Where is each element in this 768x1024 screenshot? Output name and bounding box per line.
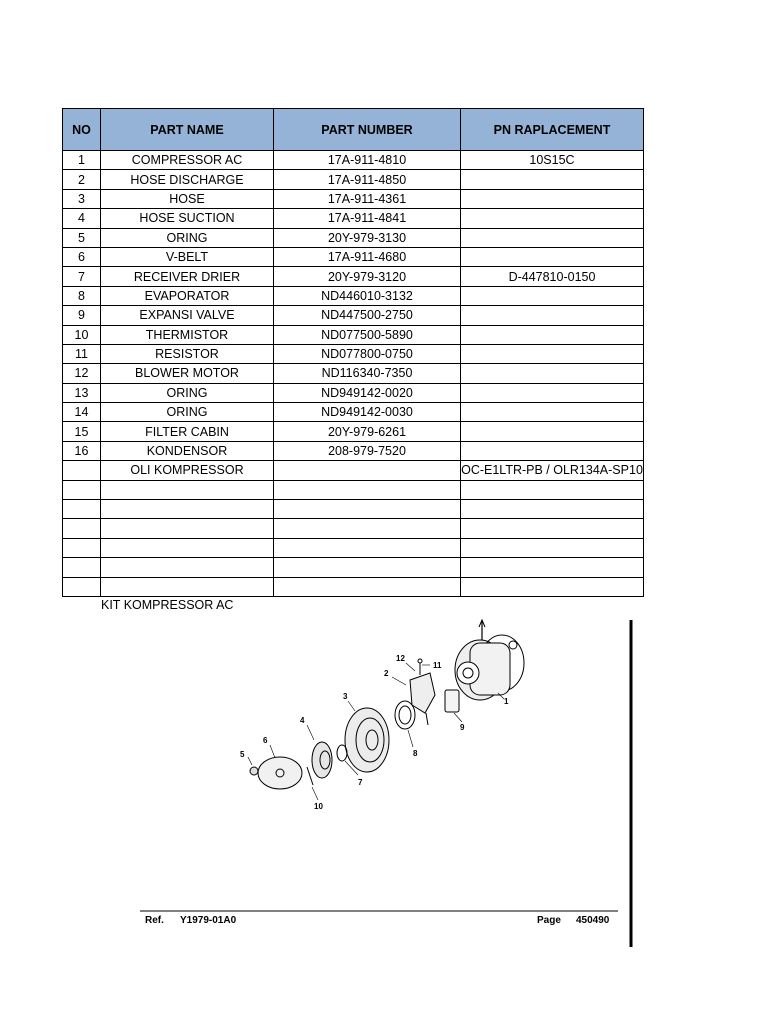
- bolt-11-part: [418, 659, 422, 675]
- ring-part: [395, 701, 415, 729]
- cell-pn-replacement: [461, 383, 644, 402]
- table-row: [63, 267, 644, 286]
- cell-part-number: ND446010-3132: [274, 286, 461, 305]
- cell-part-number: [274, 461, 461, 480]
- cell-part-number: ND447500-2750: [274, 306, 461, 325]
- cell-no: 2: [63, 170, 101, 189]
- cell-no: [63, 519, 101, 538]
- cell-part-name: ORING: [101, 403, 274, 422]
- callout-9: 9: [460, 723, 465, 732]
- table-row: [63, 403, 644, 422]
- cell-pn-replacement: [461, 170, 644, 189]
- table-row: [63, 558, 644, 577]
- cell-no: [63, 480, 101, 499]
- cell-part-number: 20Y-979-3130: [274, 228, 461, 247]
- plate-part: [258, 757, 302, 789]
- cell-pn-replacement: [461, 500, 644, 519]
- cell-pn-replacement: [461, 209, 644, 228]
- cell-pn-replacement: [461, 364, 644, 383]
- cell-part-name: ORING: [101, 228, 274, 247]
- table-row: [63, 383, 644, 402]
- cell-part-name: RESISTOR: [101, 344, 274, 363]
- cell-part-number: ND077800-0750: [274, 344, 461, 363]
- cell-part-name: THERMISTOR: [101, 325, 274, 344]
- cell-part-name: RECEIVER DRIER: [101, 267, 274, 286]
- cell-pn-replacement: [461, 558, 644, 577]
- cell-no: 8: [63, 286, 101, 305]
- table-body: [63, 151, 644, 597]
- cell-no: [63, 500, 101, 519]
- bolt-part: [250, 767, 258, 775]
- cell-part-number: ND077500-5890: [274, 325, 461, 344]
- cell-pn-replacement: [461, 403, 644, 422]
- table-row: [63, 422, 644, 441]
- cell-part-number: 20Y-979-6261: [274, 422, 461, 441]
- callout-2: 2: [384, 669, 389, 678]
- table-row: [63, 364, 644, 383]
- cell-pn-replacement: [461, 189, 644, 208]
- bracket-part: [410, 673, 435, 725]
- cell-pn-replacement: [461, 577, 644, 596]
- bolt-10-part: [307, 767, 313, 785]
- cell-part-number: 20Y-979-3120: [274, 267, 461, 286]
- header-no: NO: [63, 109, 101, 151]
- cell-pn-replacement: [461, 422, 644, 441]
- cell-pn-replacement: [461, 286, 644, 305]
- callout-12: 12: [396, 654, 405, 663]
- cell-no: 13: [63, 383, 101, 402]
- cell-no: [63, 558, 101, 577]
- cell-no: 5: [63, 228, 101, 247]
- cell-part-number: 17A-911-4850: [274, 170, 461, 189]
- cell-part-number: ND949142-0020: [274, 383, 461, 402]
- table-row: [63, 247, 644, 266]
- cell-no: 7: [63, 267, 101, 286]
- cell-pn-replacement: [461, 519, 644, 538]
- cell-part-name: BLOWER MOTOR: [101, 364, 274, 383]
- cell-part-number: [274, 519, 461, 538]
- cell-no: [63, 538, 101, 557]
- table-row: [63, 344, 644, 363]
- table-row: [63, 461, 644, 480]
- parts-table: [62, 108, 644, 597]
- cell-part-name: KONDENSOR: [101, 441, 274, 460]
- cell-part-name: ORING: [101, 383, 274, 402]
- cell-pn-replacement: [461, 344, 644, 363]
- cell-pn-replacement: 10S15C: [461, 151, 644, 170]
- cell-part-name: HOSE DISCHARGE: [101, 170, 274, 189]
- cell-no: 6: [63, 247, 101, 266]
- table-row: [63, 306, 644, 325]
- table-header-row: [63, 109, 644, 151]
- table-row: [63, 500, 644, 519]
- cell-part-name: EXPANSI VALVE: [101, 306, 274, 325]
- table-row: [63, 519, 644, 538]
- cell-part-number: 17A-911-4361: [274, 189, 461, 208]
- table-row: [63, 286, 644, 305]
- cell-no: 10: [63, 325, 101, 344]
- cell-part-number: [274, 500, 461, 519]
- snap-ring-part: [337, 745, 347, 761]
- pulley-part: [345, 708, 389, 772]
- table-row: [63, 209, 644, 228]
- cell-no: 9: [63, 306, 101, 325]
- callout-3: 3: [343, 692, 348, 701]
- table-row: [63, 538, 644, 557]
- cell-part-name: HOSE: [101, 189, 274, 208]
- cell-pn-replacement: [461, 306, 644, 325]
- cell-no: 16: [63, 441, 101, 460]
- cell-part-name: FILTER CABIN: [101, 422, 274, 441]
- callout-10: 10: [314, 802, 323, 811]
- cell-part-number: [274, 577, 461, 596]
- cell-pn-replacement: [461, 247, 644, 266]
- page-value: 450490: [576, 915, 610, 926]
- cell-part-number: 17A-911-4680: [274, 247, 461, 266]
- cell-no: 4: [63, 209, 101, 228]
- cell-part-name: [101, 558, 274, 577]
- cell-pn-replacement: [461, 325, 644, 344]
- cell-part-name: [101, 500, 274, 519]
- cell-part-name: [101, 480, 274, 499]
- cell-no: 11: [63, 344, 101, 363]
- cell-no: [63, 577, 101, 596]
- cell-no: 14: [63, 403, 101, 422]
- callout-7: 7: [358, 778, 363, 787]
- cell-pn-replacement: [461, 538, 644, 557]
- cell-part-name: EVAPORATOR: [101, 286, 274, 305]
- cell-pn-replacement: [461, 228, 644, 247]
- cell-pn-replacement: OC-E1LTR-PB / OLR134A-SP10: [461, 461, 644, 480]
- ref-value: Y1979-01A0: [180, 915, 237, 926]
- cell-no: [63, 461, 101, 480]
- cell-pn-replacement: [461, 480, 644, 499]
- kit-label: KIT KOMPRESSOR AC: [101, 598, 234, 612]
- cell-no: 15: [63, 422, 101, 441]
- cell-part-number: ND949142-0030: [274, 403, 461, 422]
- cell-pn-replacement: D-447810-0150: [461, 267, 644, 286]
- header-part-number: PART NUMBER: [274, 109, 461, 151]
- cell-part-name: COMPRESSOR AC: [101, 151, 274, 170]
- callout-11: 11: [433, 661, 442, 670]
- table-row: [63, 189, 644, 208]
- callout-6: 6: [263, 736, 268, 745]
- cell-part-number: [274, 538, 461, 557]
- cell-part-number: [274, 558, 461, 577]
- callout-1: 1: [504, 697, 509, 706]
- seal-part: [445, 690, 459, 712]
- cell-no: 1: [63, 151, 101, 170]
- cell-part-number: ND116340-7350: [274, 364, 461, 383]
- hub-part: [312, 742, 332, 778]
- page-label: Page: [537, 915, 561, 926]
- table-row: [63, 480, 644, 499]
- table-row: [63, 151, 644, 170]
- callout-4: 4: [300, 716, 305, 725]
- cell-no: 3: [63, 189, 101, 208]
- table-row: [63, 577, 644, 596]
- cell-part-name: [101, 519, 274, 538]
- cell-part-number: 17A-911-4841: [274, 209, 461, 228]
- cell-part-name: OLI KOMPRESSOR: [101, 461, 274, 480]
- header-part-name: PART NAME: [101, 109, 274, 151]
- cell-pn-replacement: [461, 441, 644, 460]
- header-pn-replacement: PN RAPLACEMENT: [461, 109, 644, 151]
- cell-part-name: HOSE SUCTION: [101, 209, 274, 228]
- callout-8: 8: [413, 749, 418, 758]
- cell-part-number: [274, 480, 461, 499]
- cell-part-name: V-BELT: [101, 247, 274, 266]
- cell-part-number: 208-979-7520: [274, 441, 461, 460]
- compressor-exploded-diagram: [130, 615, 640, 955]
- ref-label: Ref.: [145, 915, 164, 926]
- cell-no: 12: [63, 364, 101, 383]
- table-row: [63, 228, 644, 247]
- table-row: [63, 325, 644, 344]
- cell-part-number: 17A-911-4810: [274, 151, 461, 170]
- compressor-body: [455, 620, 524, 700]
- table-row: [63, 170, 644, 189]
- cell-part-name: [101, 577, 274, 596]
- cell-part-name: [101, 538, 274, 557]
- callout-5: 5: [240, 750, 245, 759]
- table-row: [63, 441, 644, 460]
